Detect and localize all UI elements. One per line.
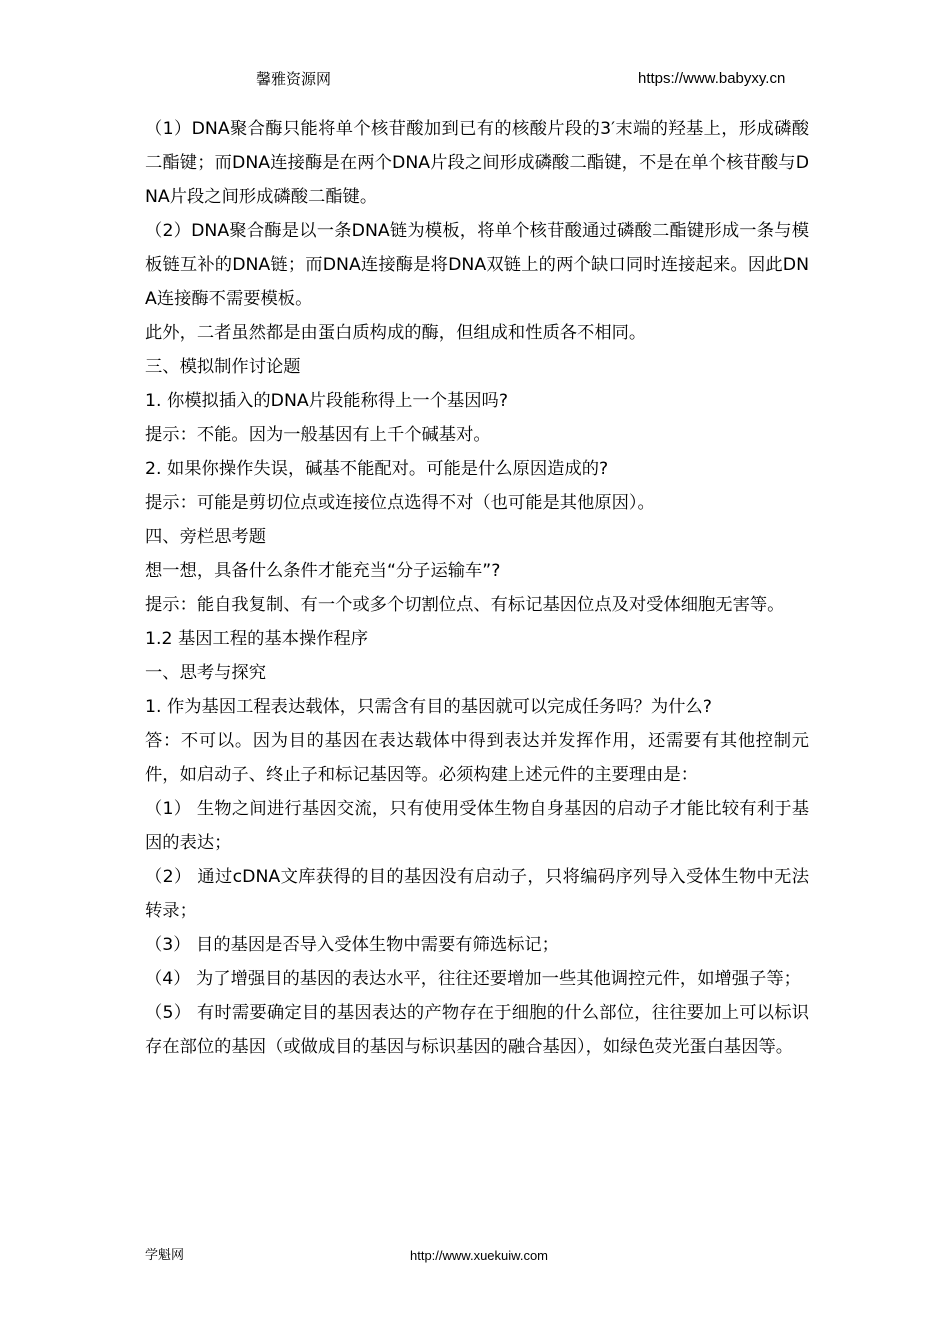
section-heading: 四、旁栏思考题: [145, 527, 266, 547]
question: 想一想，具备什么条件才能充当“分子运输车”?: [145, 561, 501, 581]
section-heading: 一、思考与探究: [145, 663, 266, 683]
paragraph: 此外，二者虽然都是由蛋白质构成的酶，但组成和性质各不相同。: [145, 323, 647, 343]
question: 1. 你模拟插入的DNA片段能称得上一个基因吗?: [145, 391, 508, 411]
footer-site-name: 学魁网: [145, 1248, 185, 1263]
answer: 提示：不能。因为一般基因有上千个碱基对。: [145, 425, 491, 445]
footer-site-url: http://www.xuekuiw.com: [410, 1248, 548, 1263]
answer: 提示：能自我复制、有一个或多个切割位点、有标记基因位点及对受体细胞无害等。: [145, 595, 785, 615]
section-heading: 三、模拟制作讨论题: [145, 357, 301, 377]
header-site-url: https://www.babyxy.cn: [638, 70, 786, 87]
list-item: （1） 生物之间进行基因交流，只有使用受体生物自身基因的启动子才能比较有利于基因的表达；: [145, 799, 809, 853]
paragraph: （1）DNA聚合酶只能将单个核苷酸加到已有的核酸片段的3′末端的羟基上，形成磷酸二酯键；而DNA连接酶是在两个DNA片段之间形成磷酸二酯键，不是在单个核苷酸与DNA片段之间形成磷酸二酯键。: [145, 119, 809, 207]
header-site-name: 馨雅资源网: [256, 70, 332, 88]
question: 1. 作为基因工程表达载体，只需含有目的基因就可以完成任务吗？为什么?: [145, 697, 712, 717]
paragraph: （2）DNA聚合酶是以一条DNA链为模板，将单个核苷酸通过磷酸二酯键形成一条与模板链互补的DNA链；而DNA连接酶是将DNA双链上的两个缺口同时连接起来。因此DNA连接酶不需要模板。: [145, 221, 809, 309]
list-item: （5） 有时需要确定目的基因表达的产物存在于细胞的什么部位，往往要加上可以标识存在部位的基因（或做成目的基因与标识基因的融合基因），如绿色荧光蛋白基因等。: [145, 1003, 809, 1057]
list-item: （3） 目的基因是否导入受体生物中需要有筛选标记；: [145, 935, 559, 955]
question: 2. 如果你操作失误，碱基不能配对。可能是什么原因造成的?: [145, 459, 609, 479]
answer: 提示：可能是剪切位点或连接位点选得不对（也可能是其他原因）。: [145, 493, 655, 513]
answer: 答：不可以。因为目的基因在表达载体中得到表达并发挥作用，还需要有其他控制元件，如启动子、终止子和标记基因等。必须构建上述元件的主要理由是：: [145, 731, 809, 785]
chapter-heading: 1.2 基因工程的基本操作程序: [145, 629, 369, 649]
document-body: [145, 112, 809, 1064]
list-item: （4） 为了增强目的基因的表达水平，往往还要增加一些其他调控元件，如增强子等；: [145, 969, 801, 989]
list-item: （2） 通过cDNA文库获得的目的基因没有启动子，只将编码序列导入受体生物中无法转录；: [145, 867, 809, 921]
